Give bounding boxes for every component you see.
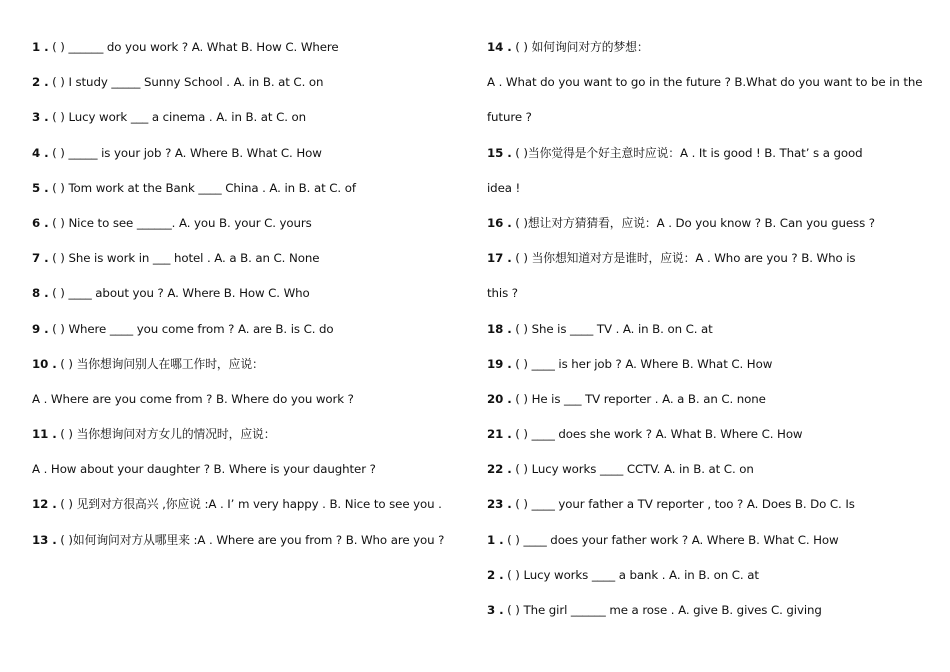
question-text: A . How about your daughter ? B. Where is your daughter ? [32,462,376,477]
question-continuation-line [487,65,927,100]
question-line [32,312,452,347]
question-text: ( ) ____ does she work ? A. What B. Where C. How [515,427,803,442]
question-number: 20 . [487,391,512,406]
question-line [32,171,452,206]
right-column [487,30,927,628]
question-number: 8 . [32,286,49,301]
question-text: ( ) ____ your father a TV reporter , too ? A. Does B. Do C. Is [515,497,855,512]
question-line [487,312,927,347]
question-line [487,452,927,487]
question-text: idea ! [487,180,521,195]
question-text: ( ) 当你想询问对方女儿的情况时，应说： [60,427,276,442]
question-text: ( ) _____ is your job ? A. Where B. What C. How [52,145,322,160]
question-text: ( ) Lucy works ____ CCTV. A. in B. at C. on [515,462,754,477]
question-line [487,593,927,628]
question-line [487,206,927,241]
question-number: 3 . [487,603,504,617]
question-line [487,347,927,382]
question-line [487,417,927,452]
question-number: 1 . [32,40,49,54]
question-number: 11 . [32,427,57,442]
question-number: 23 . [487,497,512,512]
question-number: 14 . [487,40,512,54]
question-continuation-line [32,452,452,487]
question-text: ( ) ____ is her job ? A. Where B. What C. How [515,356,773,371]
question-number: 4 . [32,145,49,160]
question-number: 17 . [487,251,512,266]
question-number: 19 . [487,356,512,371]
question-text: ( ) 如何询问对方的梦想： [515,40,649,54]
question-number: 18 . [487,321,512,336]
question-line [32,523,452,558]
question-line [32,65,452,100]
question-number: 12 . [32,497,57,512]
question-number: 15 . [487,145,512,160]
question-continuation-line [487,100,927,135]
question-line [32,241,452,276]
question-number: 16 . [487,215,512,230]
question-number: 7 . [32,251,49,266]
question-text: future ? [487,110,532,125]
question-line [32,100,452,135]
question-continuation-line [487,276,927,311]
question-line [487,30,927,65]
question-line [487,487,927,522]
question-text: ( ) I study _____ Sunny School . A. in B. at C. on [52,75,324,90]
left-column [32,30,452,558]
question-line [32,30,452,65]
question-line [32,276,452,311]
question-text: A . Where are you come from ? B. Where do you work ? [32,391,354,406]
question-text: ( ) Lucy works ____ a bank . A. in B. on C. at [507,567,759,582]
question-number: 3 . [32,110,49,125]
question-line [32,136,452,171]
question-text: ( ) Tom work at the Bank ____ China . A. in B. at C. of [52,180,356,195]
question-line [32,347,452,382]
question-number: 2 . [487,567,504,582]
question-text: ( ) ______ do you work ? A. What B. How C. Where [52,40,339,54]
question-text: ( ) She is work in ___ hotel . A. a B. an C. None [52,251,320,266]
question-line [487,241,927,276]
question-number: 1 . [487,532,504,547]
question-text: ( ) He is ___ TV reporter . A. a B. an C. none [515,391,766,406]
question-text: ( ) Where ____ you come from ? A. are B. is C. do [52,321,334,336]
question-line [487,523,927,558]
question-text: ( ) The girl ______ me a rose . A. give B. gives C. giving [507,603,822,617]
question-number: 5 . [32,180,49,195]
question-text: ( )当你觉得是个好主意时应说：A . It is good ! B. That’ s a good [515,145,863,160]
question-text: ( ) Nice to see ______. A. you B. your C. yours [52,215,312,230]
question-continuation-line [487,171,927,206]
question-text: ( ) Lucy work ___ a cinema . A. in B. at C. on [52,110,307,125]
question-number: 2 . [32,75,49,90]
question-line [32,206,452,241]
question-text: ( ) She is ____ TV . A. in B. on C. at [515,321,713,336]
question-number: 13 . [32,532,57,547]
question-number: 22 . [487,462,512,477]
question-line [487,382,927,417]
question-number: 21 . [487,427,512,442]
question-text: A . What do you want to go in the future ? B.What do you want to be in the [487,75,923,90]
question-line [487,558,927,593]
question-text: ( ) 当你想询问别人在哪工作时，应说： [60,356,264,371]
question-number: 10 . [32,356,57,371]
question-continuation-line [32,382,452,417]
question-line [32,417,452,452]
question-text: ( ) 当你想知道对方是谁时，应说：A . Who are you ? B. Who is [515,251,856,266]
question-text: ( ) ____ does your father work ? A. Where B. What C. How [507,532,839,547]
question-text: ( )如何询问对方从哪里来 :A . Where are you from ? B. Who are you ? [60,532,445,547]
question-line [487,136,927,171]
question-text: ( ) ____ about you ? A. Where B. How C. Who [52,286,310,301]
question-number: 6 . [32,215,49,230]
question-number: 9 . [32,321,49,336]
question-line [32,487,452,522]
question-text: ( )想让对方猜猜看，应说：A . Do you know ? B. Can you guess ? [515,215,875,230]
question-text: ( ) 见到对方很高兴 ,你应说 :A . I’ m very happy . B. Nice to see you . [60,497,442,512]
question-text: this ? [487,286,518,301]
